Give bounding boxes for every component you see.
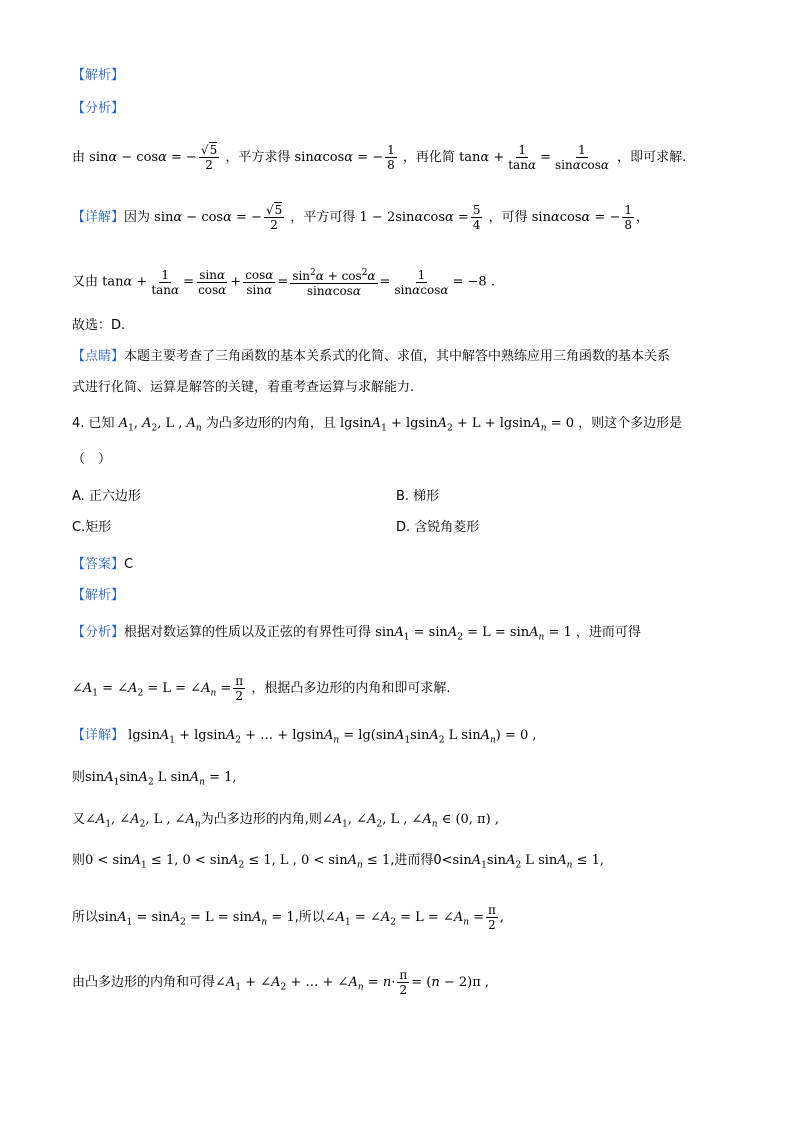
section-label-fenxi: 【分析】 bbox=[72, 101, 125, 116]
q4-line4: 所以sinA$_1$ = sinA$_2$ = L = sinA$_n$ = 1,所以$\angle A_1$ = $\angle A_2 = L$ = $\angle A_n$ = $\frac{\pi}{2}$ , bbox=[72, 903, 505, 932]
q4-option-d: D. 含锐角菱形 bbox=[396, 520, 480, 535]
q3-again-line: 又由 tanα + $\frac{1}{\tan\alpha}$ = $\frac{\sin\alpha}{\cos\alpha}$ + $\frac{\cos\alpha}{\sin\alpha}$ = $\frac{\sin^2\alpha + \cos^2\alpha}{\sin\alpha\cos\alpha}$ = $\frac{1}{\sin\alpha\cos\alpha}$ = −8 . bbox=[72, 267, 495, 298]
q3-detail-line: 【详解】因为 sinα − cosα = − $\frac{√5}{2}$ ，平方可得 1 − 2sinαcosα = $\frac{5}{4}$ ，可得 sinαcosα = − $\frac{1}{8}$ ， bbox=[72, 203, 650, 232]
q4-stem: 4. 已知 $A_1$, $A_2$, L , $A_n$ 为凸多边形的内角，且 lgsinA$_1$ + lgsinA$_2$ + L + lgsinA$_n$ = 0 ，则这个多边形是 bbox=[72, 416, 683, 434]
q4-fenxi-line: 【分析】根据对数运算的性质以及正弦的有界性可得 sinA$_1$ = sinA$_2$ = L = sinA$_n$ = 1 ，进而可得 bbox=[72, 625, 641, 643]
q3-fenxi-line: 由 sinα − cosα = − $\frac{√5}{2}$ ，平方求得 sinαcosα = − $\frac{1}{8}$ ，再化简 tanα + $\frac{1}{\tan\alpha}$ = $\frac{1}{\sin\alpha\cos\alpha}$ ，即可求解. bbox=[72, 143, 687, 172]
q3-dianjing-line1: 【点睛】本题主要考查了三角函数的基本关系式的化简、求值，其中解答中熟练应用三角函数的基本关系 bbox=[72, 349, 671, 364]
q3-choose: 故选：D. bbox=[72, 318, 126, 333]
section-label-jiexi: 【解析】 bbox=[72, 68, 125, 83]
q4-paren: （ ） bbox=[72, 452, 112, 467]
q4-section-label-jiexi: 【解析】 bbox=[72, 588, 125, 603]
q4-angle-line: $\angle A_1$ = $\angle A_2 = L$ = $\angle A_n$ = $\frac{\pi}{2}$ ，根据凸多边形的内角和即可求解. bbox=[72, 674, 451, 703]
q4-option-c: C.矩形 bbox=[72, 520, 112, 535]
q4-answer: 【答案】C bbox=[72, 557, 134, 572]
q4-line2: 又$\angle A_1$, $\angle A_2$, L , $\angle A_n$为凸多边形的内角,则$\angle A_1$, $\angle A_2$, L , $\angle A_n$ ∈ (0, π) , bbox=[72, 812, 499, 830]
q4-line3: 则0 < sinA$_1$ ≤ 1, 0 < sinA$_2$ ≤ 1, L , 0 < sinA$_n$ ≤ 1,进而得0<sinA$_1$sinA$_2$ L sinA$_n$ ≤ 1, bbox=[72, 853, 605, 871]
q4-option-a: A. 正六边形 bbox=[72, 489, 141, 504]
q4-line1: 则sinA$_1$sinA$_2$ L sinA$_n$ = 1, bbox=[72, 770, 237, 788]
q3-dianjing-line2: 式进行化简、运算是解答的关键，着重考查运算与求解能力. bbox=[72, 380, 415, 395]
q4-line5: 由凸多边形的内角和可得$\angle A_1$ + $\angle A_2$ + … + $\angle A_n = n\cdot$ $\frac{\pi}{2}$ = (n − 2)π , bbox=[72, 968, 490, 997]
q4-detail-line: 【详解】 lgsinA$_1$ + lgsinA$_2$ + … + lgsinA$_n$ = lg(sinA$_1$sinA$_2$ L sinA$_n$) = 0 , bbox=[72, 728, 537, 746]
q4-option-b: B. 梯形 bbox=[396, 489, 440, 504]
